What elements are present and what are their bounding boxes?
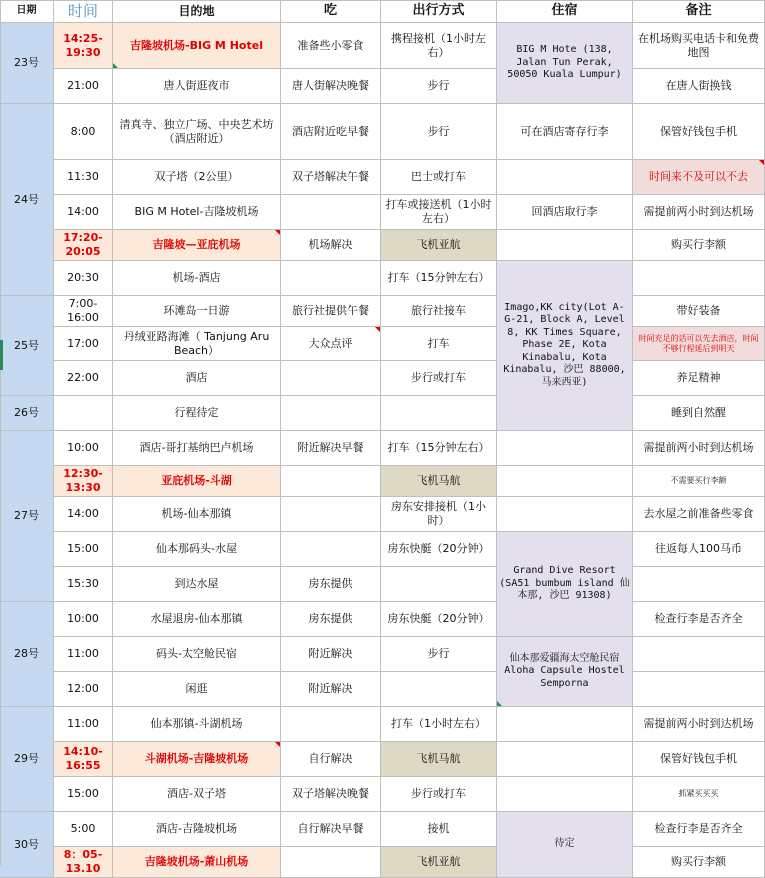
- eat-cell[interactable]: [281, 466, 381, 497]
- destination-cell[interactable]: [113, 602, 281, 637]
- day-cell[interactable]: [0, 431, 54, 602]
- destination-cell-text: 码头-太空舱民宿: [156, 647, 237, 661]
- destination-cell-text: 丹绒亚路海滩（ Tanjung Aru Beach）: [123, 329, 270, 357]
- time-cell-text: 12:00: [67, 682, 99, 696]
- transport-cell[interactable]: [381, 69, 497, 104]
- destination-cell-text: 斗湖机场-吉隆坡机场: [144, 752, 249, 766]
- comment-indicator: [759, 160, 764, 165]
- note-cell-text: 在唐人街换钱: [665, 79, 732, 93]
- eat-cell[interactable]: [281, 567, 381, 602]
- transport-cell[interactable]: [381, 567, 497, 602]
- lodging-cell[interactable]: [497, 160, 633, 195]
- lodging-cell[interactable]: [497, 261, 633, 431]
- eat-cell[interactable]: [281, 104, 381, 160]
- note-cell[interactable]: [633, 431, 765, 466]
- time-cell-text: 8:00: [70, 124, 96, 138]
- eat-cell[interactable]: [281, 532, 381, 567]
- comment-indicator: [275, 742, 280, 747]
- transport-cell[interactable]: [381, 104, 497, 160]
- note-cell[interactable]: [633, 637, 765, 672]
- destination-cell[interactable]: [113, 466, 281, 497]
- note-cell-text: 去水屋之前准备些零食: [643, 507, 754, 521]
- time-cell-text: 15:00: [67, 542, 99, 556]
- time-cell-text: 17:20- 20:05: [63, 231, 103, 258]
- eat-cell[interactable]: [281, 602, 381, 637]
- eat-cell-text: 自行解决: [308, 752, 353, 766]
- eat-cell-text: 旅行社提供午餐: [292, 304, 369, 318]
- transport-cell[interactable]: [381, 672, 497, 707]
- destination-cell-text: 清真寺、独立广场、中央艺术坊（酒店附近）: [119, 117, 274, 145]
- transport-cell-text: 飞机亚航: [416, 238, 461, 252]
- day-cell-text: 25号: [14, 338, 39, 352]
- day-cell[interactable]: [0, 104, 54, 296]
- time-cell[interactable]: [54, 296, 113, 327]
- note-cell-text: 往返每人100马币: [655, 542, 742, 556]
- transport-cell[interactable]: [381, 296, 497, 327]
- destination-cell[interactable]: [113, 672, 281, 707]
- eat-cell[interactable]: [281, 160, 381, 195]
- day-cell-text: 30号: [14, 837, 39, 851]
- destination-cell-text: 水屋退房-仙本那镇: [150, 612, 243, 626]
- lodging-cell[interactable]: [497, 23, 633, 104]
- note-cell[interactable]: [633, 69, 765, 104]
- time-cell[interactable]: [54, 777, 113, 812]
- time-cell[interactable]: [54, 23, 113, 69]
- lodging-cell-text: 可在酒店寄存行李: [520, 124, 609, 138]
- lodging-cell[interactable]: [497, 497, 633, 532]
- day-cell-text: 23号: [14, 56, 39, 70]
- transport-cell[interactable]: [381, 466, 497, 497]
- destination-cell[interactable]: [113, 637, 281, 672]
- day-cell-text: 27号: [14, 509, 39, 523]
- note-cell[interactable]: [633, 327, 765, 361]
- time-cell[interactable]: [54, 160, 113, 195]
- note-cell-text: 在机场购买电话卡和免费地图: [638, 31, 759, 59]
- lodging-cell-text: Grand Dive Resort (SA51 bumbum island 仙本那, 沙巴 91308): [499, 565, 630, 602]
- lodging-cell-text: 仙本那爱疆海太空舱民宿 Aloha Capsule Hostel Semporna: [504, 652, 625, 689]
- destination-cell-text: 机场-仙本那镇: [161, 507, 232, 521]
- time-cell[interactable]: [54, 672, 113, 707]
- destination-cell-text: 酒店-吉隆坡机场: [156, 822, 237, 836]
- eat-cell[interactable]: [281, 812, 381, 847]
- day-cell[interactable]: [0, 296, 54, 396]
- note-cell[interactable]: [633, 532, 765, 567]
- eat-cell[interactable]: [281, 637, 381, 672]
- destination-cell[interactable]: [113, 261, 281, 296]
- note-cell[interactable]: [633, 847, 765, 878]
- note-cell[interactable]: [633, 602, 765, 637]
- day-cell[interactable]: [0, 602, 54, 707]
- transport-cell-text: 房东快艇（20分钟）: [387, 542, 490, 556]
- eat-cell-text: 准备些小零食: [297, 38, 364, 52]
- transport-cell[interactable]: [381, 602, 497, 637]
- note-cell[interactable]: [633, 777, 765, 812]
- header-time[interactable]: [54, 0, 113, 23]
- note-cell[interactable]: [633, 497, 765, 532]
- destination-cell[interactable]: [113, 532, 281, 567]
- eat-cell-text: 双子塔解决午餐: [292, 170, 369, 184]
- destination-cell-text: 仙本那码头-水屋: [156, 542, 237, 556]
- eat-cell[interactable]: [281, 230, 381, 261]
- destination-cell-text: 酒店: [185, 371, 208, 385]
- transport-cell-text: 旅行社接车: [411, 304, 466, 318]
- transport-cell[interactable]: [381, 847, 497, 878]
- time-cell-text: 14:25- 19:30: [63, 31, 103, 59]
- transport-cell[interactable]: [381, 777, 497, 812]
- lodging-cell[interactable]: [497, 104, 633, 160]
- destination-cell[interactable]: [113, 707, 281, 742]
- lodging-cell[interactable]: [497, 195, 633, 230]
- note-cell-text: 抓紧买买买: [678, 789, 719, 798]
- transport-cell-text: 飞机马航: [416, 752, 461, 766]
- row-group-marker: [0, 340, 3, 370]
- eat-cell-text: 附近解决: [308, 647, 353, 661]
- destination-cell[interactable]: [113, 396, 281, 431]
- note-cell-text: 需提前两小时到达机场: [643, 441, 754, 455]
- eat-cell-text: 唐人街解决晚餐: [292, 79, 369, 93]
- eat-cell[interactable]: [281, 69, 381, 104]
- time-cell[interactable]: [54, 195, 113, 230]
- note-cell-text: 购买行李额: [671, 855, 726, 869]
- header-lodging[interactable]: [497, 0, 633, 23]
- note-cell[interactable]: [633, 160, 765, 195]
- transport-cell-text: 打车（1小时左右）: [391, 717, 486, 731]
- eat-cell-text: 附近解决早餐: [297, 441, 364, 455]
- time-cell[interactable]: [54, 230, 113, 261]
- time-cell-text: 15:00: [67, 787, 99, 801]
- transport-cell[interactable]: [381, 23, 497, 69]
- time-cell[interactable]: [54, 637, 113, 672]
- time-cell-text: 15:30: [67, 577, 99, 591]
- day-cell[interactable]: [0, 23, 54, 104]
- transport-cell[interactable]: [381, 707, 497, 742]
- time-cell-text: 12:30- 13:30: [63, 467, 103, 494]
- header-notes[interactable]: [633, 0, 765, 23]
- eat-cell[interactable]: [281, 847, 381, 878]
- note-cell[interactable]: [633, 296, 765, 327]
- lodging-cell[interactable]: [497, 777, 633, 812]
- destination-cell-text: 吉隆坡机场-BIG M Hotel: [130, 38, 263, 52]
- lodging-cell[interactable]: [497, 707, 633, 742]
- destination-cell[interactable]: [113, 431, 281, 466]
- day-cell[interactable]: [0, 396, 54, 431]
- eat-cell[interactable]: [281, 672, 381, 707]
- destination-cell-text: BIG M Hotel-吉隆坡机场: [134, 205, 259, 219]
- eat-cell-text: 双子塔解决晚餐: [292, 787, 369, 801]
- destination-cell-text: 环滩岛一日游: [163, 304, 230, 318]
- transport-cell[interactable]: [381, 742, 497, 777]
- destination-cell[interactable]: [113, 497, 281, 532]
- note-cell[interactable]: [633, 396, 765, 431]
- note-cell-text: 带好装备: [676, 304, 721, 318]
- destination-cell-text: 唐人街逛夜市: [163, 79, 230, 93]
- error-indicator: [497, 701, 502, 706]
- note-cell-text: 时间充足的话可以先去酒店，时间不够行程延后到明天: [638, 333, 759, 353]
- eat-cell[interactable]: [281, 777, 381, 812]
- destination-cell[interactable]: [113, 69, 281, 104]
- time-cell-text: 5:00: [70, 822, 96, 836]
- note-cell[interactable]: [633, 672, 765, 707]
- destination-cell-text: 吉隆坡机场-萧山机场: [144, 855, 249, 869]
- destination-cell[interactable]: [113, 567, 281, 602]
- lodging-cell[interactable]: [497, 230, 633, 261]
- transport-cell[interactable]: [381, 327, 497, 361]
- time-cell[interactable]: [54, 466, 113, 497]
- day-cell-text: 29号: [14, 752, 39, 766]
- destination-cell[interactable]: [113, 847, 281, 878]
- transport-cell-text: 房东快艇（20分钟）: [387, 612, 490, 626]
- time-cell-text: 7:00- 16:00: [67, 297, 99, 324]
- lodging-cell-text: Imago,KK city(Lot A-G-21, Block A, Level 8, KK Times Square, Phase 2E, Kota Kinabalu, Kota Kinabalu, 沙巴 88000, 马来西亚): [503, 301, 626, 388]
- destination-cell[interactable]: [113, 296, 281, 327]
- comment-indicator: [275, 230, 280, 235]
- eat-cell[interactable]: [281, 361, 381, 396]
- destination-cell-text: 双子塔（2公里）: [154, 170, 239, 184]
- transport-cell-text: 接机: [427, 822, 450, 836]
- eat-cell-text: 酒店附近吃早餐: [292, 124, 369, 138]
- header-lodging-text: 住宿: [551, 2, 578, 18]
- destination-cell-text: 仙本那镇-斗湖机场: [150, 717, 243, 731]
- time-cell[interactable]: [54, 327, 113, 361]
- note-cell[interactable]: [633, 195, 765, 230]
- comment-indicator: [375, 327, 380, 332]
- destination-cell[interactable]: [113, 361, 281, 396]
- eat-cell[interactable]: [281, 742, 381, 777]
- note-cell-text: 养足精神: [676, 371, 721, 385]
- time-cell[interactable]: [54, 532, 113, 567]
- time-cell-text: 8：05- 13.10: [63, 848, 103, 875]
- destination-cell[interactable]: [113, 327, 281, 361]
- time-cell-text: 10:00: [67, 612, 99, 626]
- lodging-cell-text: 回酒店取行李: [531, 205, 598, 219]
- transport-cell-text: 携程接机（1小时左右）: [391, 31, 486, 59]
- day-cell-text: 28号: [14, 647, 39, 661]
- day-cell-text: 24号: [14, 192, 39, 206]
- time-cell-text: 14:00: [67, 205, 99, 219]
- time-cell-text: 10:00: [67, 441, 99, 455]
- note-cell-text: 保管好钱包手机: [660, 752, 737, 766]
- lodging-cell[interactable]: [497, 812, 633, 878]
- day-cell-text: 26号: [14, 406, 39, 420]
- lodging-cell[interactable]: [497, 532, 633, 637]
- transport-cell-text: 步行或打车: [411, 787, 466, 801]
- eat-cell[interactable]: [281, 23, 381, 69]
- transport-cell-text: 巴士或打车: [411, 170, 466, 184]
- destination-cell[interactable]: [113, 104, 281, 160]
- header-transport-text: 出行方式: [412, 2, 465, 18]
- destination-cell-text: 酒店-双子塔: [167, 787, 226, 801]
- transport-cell-text: 打车（15分钟左右）: [387, 441, 490, 455]
- error-indicator: [113, 63, 118, 68]
- note-cell[interactable]: [633, 812, 765, 847]
- note-cell-text: 时间来不及可以不去: [649, 170, 748, 184]
- transport-cell-text: 打车: [427, 336, 450, 350]
- time-cell[interactable]: [54, 567, 113, 602]
- transport-cell-text: 飞机马航: [416, 474, 461, 488]
- note-cell-text: 需提前两小时到达机场: [643, 717, 754, 731]
- destination-cell[interactable]: [113, 777, 281, 812]
- eat-cell[interactable]: [281, 497, 381, 532]
- time-cell-text: 14:00: [67, 507, 99, 521]
- note-cell[interactable]: [633, 23, 765, 69]
- lodging-cell-text: BIG M Hote (138, Jalan Tun Perak, 50050 Kuala Lumpur): [507, 44, 622, 81]
- note-cell-text: 购买行李额: [671, 238, 726, 252]
- note-cell[interactable]: [633, 230, 765, 261]
- time-cell[interactable]: [54, 847, 113, 878]
- transport-cell-text: 飞机亚航: [416, 855, 461, 869]
- destination-cell[interactable]: [113, 230, 281, 261]
- transport-cell-text: 步行: [427, 647, 450, 661]
- time-cell-text: 11:30: [67, 170, 99, 184]
- time-cell[interactable]: [54, 261, 113, 296]
- note-cell[interactable]: [633, 361, 765, 396]
- eat-cell[interactable]: [281, 707, 381, 742]
- lodging-cell[interactable]: [497, 431, 633, 466]
- eat-cell-text: 附近解决: [308, 682, 353, 696]
- time-cell[interactable]: [54, 396, 113, 431]
- day-cell[interactable]: [0, 707, 54, 812]
- time-cell-text: 14:10- 16:55: [63, 745, 103, 772]
- destination-cell-text: 闲逛: [185, 682, 208, 696]
- destination-cell-text: 吉隆坡—亚庇机场: [152, 238, 241, 252]
- destination-cell[interactable]: [113, 160, 281, 195]
- note-cell-text: 检查行李是否齐全: [654, 612, 743, 626]
- transport-cell-text: 步行或打车: [411, 371, 466, 385]
- destination-cell[interactable]: [113, 23, 281, 69]
- destination-cell-text: 亚庇机场-斗湖: [161, 474, 232, 488]
- transport-cell[interactable]: [381, 261, 497, 296]
- time-cell-text: 20:30: [67, 271, 99, 285]
- note-cell[interactable]: [633, 742, 765, 777]
- note-cell-text: 不需要买行李额: [670, 476, 727, 485]
- time-cell[interactable]: [54, 104, 113, 160]
- transport-cell-text: 房东安排接机（1小时）: [391, 500, 486, 527]
- eat-cell-text: 大众点评: [308, 336, 353, 350]
- note-cell-text: 睡到自然醒: [671, 406, 726, 420]
- note-cell[interactable]: [633, 104, 765, 160]
- time-cell[interactable]: [54, 69, 113, 104]
- destination-cell[interactable]: [113, 742, 281, 777]
- transport-cell[interactable]: [381, 497, 497, 532]
- header-day-text: 日期: [16, 4, 37, 16]
- transport-cell-text: 打车（15分钟左右）: [387, 271, 490, 285]
- transport-cell-text: 打车或接送机（1小时左右）: [385, 198, 492, 225]
- transport-cell-text: 步行: [427, 124, 450, 138]
- time-cell-text: 17:00: [67, 336, 99, 350]
- eat-cell[interactable]: [281, 327, 381, 361]
- header-transport[interactable]: [381, 0, 497, 23]
- time-cell-text: 11:00: [67, 717, 99, 731]
- time-cell[interactable]: [54, 602, 113, 637]
- header-eat[interactable]: [281, 0, 381, 23]
- destination-cell[interactable]: [113, 195, 281, 230]
- header-time-text: 时间: [67, 1, 98, 20]
- transport-cell[interactable]: [381, 431, 497, 466]
- time-cell-text: 11:00: [67, 647, 99, 661]
- transport-cell[interactable]: [381, 230, 497, 261]
- destination-cell-text: 机场-酒店: [172, 271, 221, 285]
- note-cell-text: 需提前两小时到达机场: [643, 205, 754, 219]
- eat-cell-text: 机场解决: [308, 238, 353, 252]
- eat-cell-text: 房东提供: [308, 612, 353, 626]
- transport-cell[interactable]: [381, 396, 497, 431]
- destination-cell[interactable]: [113, 812, 281, 847]
- eat-cell[interactable]: [281, 261, 381, 296]
- transport-cell[interactable]: [381, 637, 497, 672]
- lodging-cell[interactable]: [497, 637, 633, 707]
- transport-cell[interactable]: [381, 812, 497, 847]
- eat-cell[interactable]: [281, 396, 381, 431]
- eat-cell-text: 自行解决早餐: [297, 822, 364, 836]
- note-cell[interactable]: [633, 261, 765, 296]
- transport-cell[interactable]: [381, 361, 497, 396]
- destination-cell-text: 酒店-哥打基纳巴卢机场: [139, 441, 254, 455]
- note-cell[interactable]: [633, 466, 765, 497]
- destination-cell-text: 行程待定: [174, 406, 219, 420]
- transport-cell[interactable]: [381, 532, 497, 567]
- lodging-cell[interactable]: [497, 466, 633, 497]
- eat-cell-text: 房东提供: [308, 577, 353, 591]
- header-eat-text: 吃: [323, 2, 337, 18]
- time-cell[interactable]: [54, 361, 113, 396]
- destination-cell-text: 到达水屋: [174, 577, 219, 591]
- note-cell[interactable]: [633, 567, 765, 602]
- day-cell[interactable]: [0, 812, 54, 878]
- eat-cell[interactable]: [281, 195, 381, 230]
- time-cell-text: 22:00: [67, 371, 99, 385]
- lodging-cell[interactable]: [497, 742, 633, 777]
- time-cell[interactable]: [54, 812, 113, 847]
- time-cell[interactable]: [54, 707, 113, 742]
- time-cell[interactable]: [54, 742, 113, 777]
- time-cell[interactable]: [54, 497, 113, 532]
- header-day[interactable]: [0, 0, 54, 23]
- time-cell-text: 21:00: [67, 79, 99, 93]
- transport-cell[interactable]: [381, 160, 497, 195]
- eat-cell[interactable]: [281, 431, 381, 466]
- note-cell-text: 保管好钱包手机: [660, 124, 737, 138]
- note-cell-text: 检查行李是否齐全: [654, 822, 743, 836]
- note-cell[interactable]: [633, 707, 765, 742]
- header-destination-text: 目的地: [178, 3, 215, 18]
- transport-cell-text: 步行: [427, 79, 450, 93]
- header-destination[interactable]: [113, 0, 281, 23]
- lodging-cell-text: 待定: [554, 838, 575, 850]
- eat-cell[interactable]: [281, 296, 381, 327]
- transport-cell[interactable]: [381, 195, 497, 230]
- time-cell[interactable]: [54, 431, 113, 466]
- header-notes-text: 备注: [685, 2, 712, 18]
